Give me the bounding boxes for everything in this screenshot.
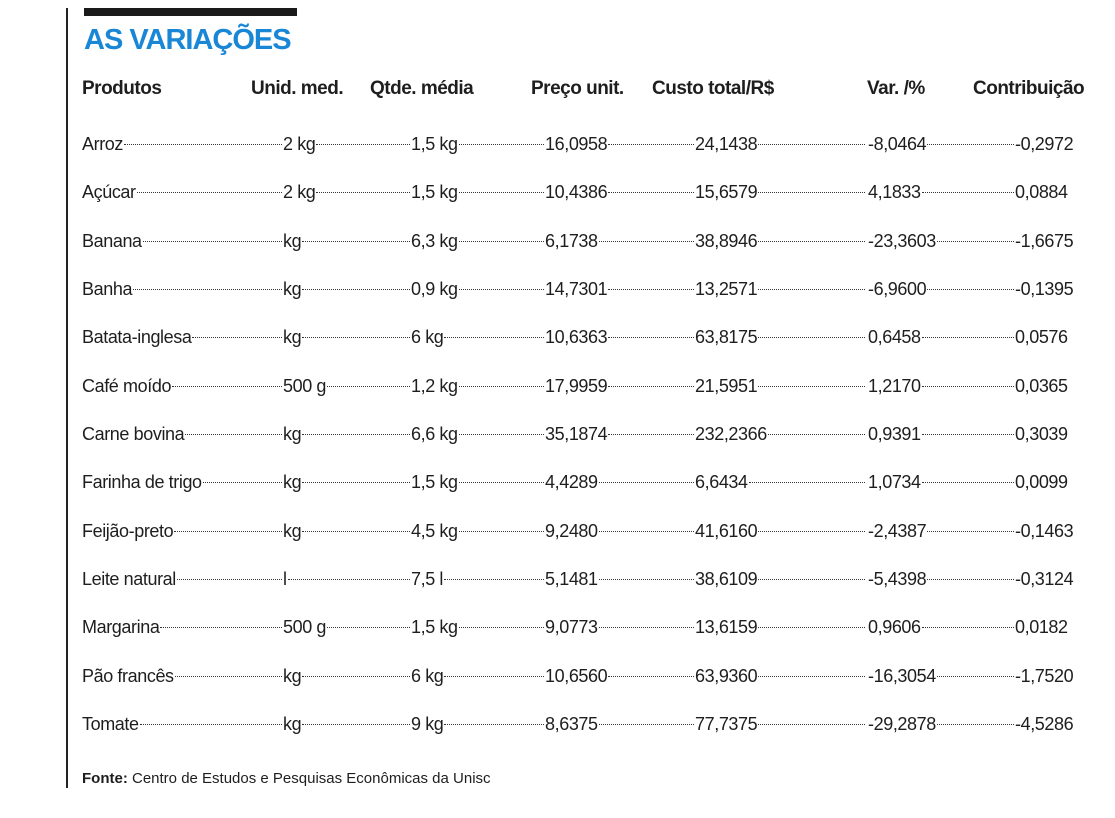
dot-leader [608,289,694,290]
table-row [0,374,1115,398]
produto-value: Café moído [82,375,172,396]
dot-leader [174,531,282,532]
dot-leader [922,337,1014,338]
contribuicao-value: 0,0576 [1015,327,1068,348]
contribuicao-cell [1015,519,1105,543]
custo-value: 15,6579 [695,182,758,203]
variacao-cell [868,422,1015,446]
unidade-value: 500 g [283,617,327,638]
dot-leader [172,386,282,387]
dot-leader [937,724,1014,725]
custo-value: 41,6160 [695,520,758,541]
dot-leader [302,289,410,290]
unidade-value: kg [283,472,302,493]
quantidade-cell [411,519,545,543]
dot-leader [133,289,282,290]
unidade-cell [283,567,411,591]
dot-leader [459,144,544,145]
unidade-value: kg [283,327,302,348]
contribuicao-value: -4,5286 [1015,713,1074,734]
contribuicao-value: 0,0884 [1015,182,1068,203]
quantidade-cell [411,374,545,398]
variacao-value: -8,0464 [868,134,927,154]
dot-leader [459,289,544,290]
quantidade-value: 4,5 kg [411,520,458,541]
produto-cell [82,180,283,204]
source-label: Fonte: [82,770,128,787]
custo-value: 232,2366 [695,423,767,444]
quantidade-value: 6,3 kg [411,230,458,251]
preco-cell [545,180,695,204]
dot-leader [288,579,410,580]
unidade-value: kg [283,713,302,734]
dot-leader [922,386,1014,387]
dot-leader [302,531,410,532]
dot-leader [608,144,694,145]
dot-leader [302,337,410,338]
dot-leader [599,531,694,532]
variacao-value: 1,2170 [868,375,921,396]
contribuicao-cell [1015,422,1105,446]
col-contribuicao: Contribuição [973,78,1085,99]
contribuicao-cell [1015,229,1105,253]
dot-leader [927,289,1014,290]
variacao-cell [868,132,1015,156]
dot-leader [758,192,865,193]
produto-value: Farinha de trigo [82,472,202,493]
col-produtos: Produtos [82,78,162,99]
dot-leader [175,676,282,677]
variacao-value: -29,2878 [868,713,936,734]
produto-cell [82,470,283,494]
dot-leader [316,192,410,193]
quantidade-cell [411,325,545,349]
preco-cell [545,374,695,398]
preco-value: 10,4386 [545,182,608,203]
dot-leader [608,386,694,387]
unidade-cell [283,422,411,446]
produto-value: Batata-inglesa [82,327,192,348]
unidade-value: 2 kg [283,134,316,154]
dot-leader [768,434,865,435]
dot-leader [444,579,544,580]
produto-value: Feijão-preto [82,520,174,541]
title-bar [84,8,297,16]
custo-cell [695,664,866,688]
variacao-cell [868,519,1015,543]
dot-leader [327,386,410,387]
variacao-value: 1,0734 [868,472,921,493]
unidade-cell [283,180,411,204]
contribuicao-cell [1015,180,1105,204]
custo-cell [695,325,866,349]
preco-value: 8,6375 [545,713,598,734]
preco-cell [545,277,695,301]
variacao-cell [868,180,1015,204]
dot-leader [758,241,865,242]
contribuicao-value: 0,0365 [1015,375,1068,396]
table-row [0,615,1115,639]
unidade-value: 500 g [283,375,327,396]
variacao-cell [868,229,1015,253]
variacao-cell [868,374,1015,398]
quantidade-value: 1,2 kg [411,375,458,396]
col-unid-med: Unid. med. [251,78,344,99]
quantidade-cell [411,615,545,639]
quantidade-cell [411,229,545,253]
preco-cell [545,422,695,446]
produto-value: Arroz [82,134,124,154]
table-row [0,180,1115,204]
unidade-cell [283,325,411,349]
quantidade-value: 0,9 kg [411,278,458,299]
unidade-cell [283,664,411,688]
variacao-value: -5,4398 [868,568,927,589]
preco-value: 16,0958 [545,134,608,154]
dot-leader [599,482,694,483]
variacao-value: -23,3603 [868,230,936,251]
produto-cell [82,519,283,543]
quantidade-value: 6 kg [411,665,444,686]
variacao-value: -16,3054 [868,665,936,686]
dot-leader [749,482,865,483]
produto-value: Leite natural [82,568,176,589]
dot-leader [124,144,282,145]
quantidade-value: 6 kg [411,327,444,348]
contribuicao-cell [1015,470,1105,494]
unidade-cell [283,277,411,301]
unidade-value: kg [283,665,302,686]
table-row [0,325,1115,349]
contribuicao-cell [1015,374,1105,398]
contribuicao-cell [1015,277,1105,301]
variacao-cell [868,664,1015,688]
produto-cell [82,325,283,349]
dot-leader [599,724,694,725]
preco-cell [545,712,695,736]
page-title: AS VARIAÇÕES [84,24,291,56]
dot-leader [758,386,865,387]
unidade-value: kg [283,520,302,541]
custo-cell [695,277,866,301]
dot-leader [459,241,544,242]
dot-leader [758,724,865,725]
contribuicao-cell [1015,132,1105,156]
custo-value: 21,5951 [695,375,758,396]
table-row [0,277,1115,301]
dot-leader [459,386,544,387]
custo-cell [695,180,866,204]
custo-cell [695,567,866,591]
variacao-value: 0,9606 [868,617,921,638]
dot-leader [160,627,282,628]
contribuicao-value: -0,2972 [1015,134,1074,154]
quantidade-value: 1,5 kg [411,134,458,154]
unidade-value: 2 kg [283,182,316,203]
unidade-cell [283,374,411,398]
preco-cell [545,325,695,349]
table-header [0,78,1115,102]
dot-leader [922,482,1014,483]
produto-value: Banana [82,230,142,251]
produto-value: Margarina [82,617,160,638]
variacao-cell [868,567,1015,591]
dot-leader [758,579,865,580]
variacao-value: 0,6458 [868,327,921,348]
quantidade-value: 1,5 kg [411,472,458,493]
dot-leader [758,144,865,145]
dot-leader [459,434,544,435]
custo-cell [695,422,866,446]
preco-cell [545,229,695,253]
produto-cell [82,277,283,301]
unidade-cell [283,229,411,253]
table-row [0,470,1115,494]
contribuicao-value: -1,6675 [1015,230,1074,251]
preco-value: 14,7301 [545,278,608,299]
dot-leader [185,434,282,435]
quantidade-cell [411,664,545,688]
preco-cell [545,470,695,494]
quantidade-cell [411,422,545,446]
dot-leader [937,676,1014,677]
preco-value: 10,6560 [545,665,608,686]
custo-cell [695,615,866,639]
quantidade-cell [411,567,545,591]
preco-value: 10,6363 [545,327,608,348]
quantidade-cell [411,180,545,204]
dot-leader [302,724,410,725]
dot-leader [459,192,544,193]
dot-leader [758,627,865,628]
dot-leader [302,241,410,242]
table-row [0,519,1115,543]
produto-cell [82,132,283,156]
dot-leader [143,241,282,242]
dot-leader [444,676,544,677]
dot-leader [599,579,694,580]
custo-cell [695,470,866,494]
col-var: Var. /% [867,78,925,99]
variacao-value: -2,4387 [868,520,927,541]
source-text: Centro de Estudos e Pesquisas Econômicas da Unisc [132,770,491,787]
contribuicao-value: -1,7520 [1015,665,1074,686]
custo-cell [695,132,866,156]
quantidade-value: 6,6 kg [411,423,458,444]
preco-cell [545,519,695,543]
dot-leader [302,482,410,483]
quantidade-cell [411,277,545,301]
unidade-cell [283,712,411,736]
dot-leader [927,531,1014,532]
dot-leader [140,724,282,725]
unidade-value: kg [283,423,302,444]
dot-leader [922,627,1014,628]
produto-value: Pão francês [82,665,174,686]
preco-value: 5,1481 [545,568,598,589]
table-row [0,664,1115,688]
contribuicao-cell [1015,615,1105,639]
dot-leader [608,337,694,338]
custo-cell [695,374,866,398]
produto-value: Carne bovina [82,423,185,444]
dot-leader [444,337,544,338]
preco-value: 6,1738 [545,230,598,251]
produto-cell [82,229,283,253]
unidade-cell [283,519,411,543]
dot-leader [758,337,865,338]
dot-leader [608,192,694,193]
dot-leader [459,482,544,483]
table-row [0,132,1115,156]
variacao-value: 4,1833 [868,182,921,203]
contribuicao-cell [1015,325,1105,349]
produto-cell [82,374,283,398]
dot-leader [444,724,544,725]
variacao-cell [868,325,1015,349]
produto-cell [82,422,283,446]
custo-value: 13,2571 [695,278,758,299]
custo-cell [695,712,866,736]
contribuicao-cell [1015,712,1105,736]
variacao-cell [868,470,1015,494]
custo-value: 6,6434 [695,472,748,493]
dot-leader [758,676,865,677]
quantidade-value: 1,5 kg [411,182,458,203]
dot-leader [327,627,410,628]
variacao-value: 0,9391 [868,423,921,444]
contribuicao-value: 0,0182 [1015,617,1068,638]
dot-leader [177,579,282,580]
variacao-cell [868,615,1015,639]
preco-value: 4,4289 [545,472,598,493]
produto-value: Açúcar [82,182,136,203]
col-qtde-media: Qtde. média [370,78,474,99]
unidade-cell [283,615,411,639]
preco-value: 17,9959 [545,375,608,396]
table-row [0,229,1115,253]
custo-value: 38,8946 [695,230,758,251]
dot-leader [927,144,1014,145]
table-row [0,712,1115,736]
dot-leader [758,531,865,532]
contribuicao-value: 0,0099 [1015,472,1068,493]
dot-leader [927,579,1014,580]
variacao-cell [868,277,1015,301]
dot-leader [137,192,282,193]
dot-leader [608,434,694,435]
preco-value: 9,2480 [545,520,598,541]
quantidade-cell [411,470,545,494]
quantidade-value: 9 kg [411,713,444,734]
dot-leader [302,434,410,435]
custo-value: 24,1438 [695,134,758,154]
produto-cell [82,664,283,688]
unidade-value: kg [283,278,302,299]
custo-cell [695,229,866,253]
col-custo-total: Custo total/R$ [652,78,774,99]
preco-cell [545,132,695,156]
custo-cell [695,519,866,543]
dot-leader [459,627,544,628]
quantidade-cell [411,132,545,156]
variacao-value: -6,9600 [868,278,927,299]
contribuicao-cell [1015,567,1105,591]
dot-leader [599,241,694,242]
source-note [82,770,491,787]
custo-value: 38,6109 [695,568,758,589]
custo-value: 63,9360 [695,665,758,686]
unidade-cell [283,132,411,156]
unidade-value: l [283,568,287,589]
unidade-cell [283,470,411,494]
dot-leader [316,144,410,145]
dot-leader [922,434,1014,435]
produto-cell [82,712,283,736]
produto-value: Tomate [82,713,139,734]
dot-leader [599,627,694,628]
dot-leader [922,192,1014,193]
preco-cell [545,615,695,639]
preco-value: 9,0773 [545,617,598,638]
custo-value: 13,6159 [695,617,758,638]
dot-leader [459,531,544,532]
dot-leader [302,676,410,677]
dot-leader [608,676,694,677]
quantidade-cell [411,712,545,736]
quantidade-value: 7,5 l [411,568,444,589]
table-row [0,422,1115,446]
col-preco-unit: Preço unit. [531,78,624,99]
custo-value: 77,7375 [695,713,758,734]
contribuicao-value: -0,3124 [1015,568,1074,589]
dot-leader [758,289,865,290]
produto-cell [82,567,283,591]
dot-leader [192,337,282,338]
variacao-cell [868,712,1015,736]
contribuicao-value: -0,1395 [1015,278,1074,299]
contribuicao-cell [1015,664,1105,688]
produto-cell [82,615,283,639]
dot-leader [937,241,1014,242]
preco-cell [545,567,695,591]
dot-leader [203,482,282,483]
unidade-value: kg [283,230,302,251]
table-row [0,567,1115,591]
produto-value: Banha [82,278,133,299]
contribuicao-value: 0,3039 [1015,423,1068,444]
preco-value: 35,1874 [545,423,608,444]
preco-cell [545,664,695,688]
contribuicao-value: -0,1463 [1015,520,1074,541]
custo-value: 63,8175 [695,327,758,348]
quantidade-value: 1,5 kg [411,617,458,638]
